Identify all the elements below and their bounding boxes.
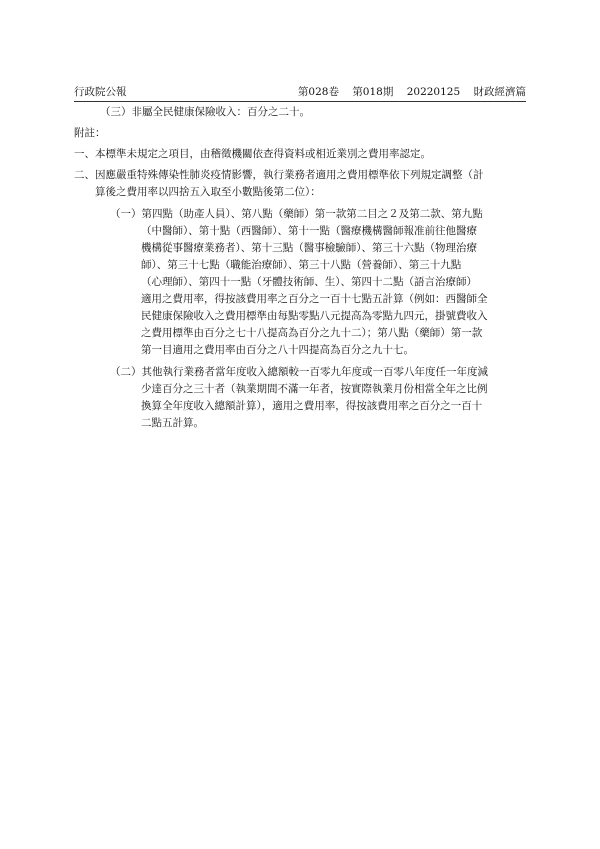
item-3-non-nhi-income: （三）非屬全民健康保險收入：百分之二十。	[100, 106, 310, 118]
subitem-1-line-1: （一）第四點（助產人員）、第八點（藥師）第一款第二目之２及第二款、第九點	[110, 208, 483, 220]
subitem-1-line-8: 之費用標準由百分之七十八提高為百分之九十二）；第八點（藥師）第一款	[141, 327, 483, 339]
note-2-line-2: 算後之費用率以四捨五入取至小數點後第二位）：	[95, 186, 321, 198]
page-header	[74, 85, 526, 102]
subitem-2-line-2: 少達百分之三十者（執業期間不滿一年者，按實際執業月份相當全年之比例	[141, 383, 488, 395]
subitem-1-line-7: 民健康保險收入之費用標準由每點零點八元提高為零點九四元，掛號費收入	[141, 310, 488, 322]
subitem-2-line-3: 換算全年度收入總額計算），適用之費用率，得按該費用率之百分之一百十	[141, 400, 483, 412]
note-2-line-1: 二、因應嚴重特殊傳染性肺炎疫情影響，執行業務者適用之費用標準依下列規定調整（計	[74, 169, 484, 181]
subitem-1-line-6: 適用之費用率，得按該費用率之百分之一百十七點五計算（例如：西醫師全	[141, 293, 488, 305]
note-1: 一、本標準未規定之項目，由稽徵機關依查得資料或相近業別之費用率認定。	[74, 148, 431, 160]
subitem-1-line-5: （心理師）、第四十一點（牙體技術師、生）、第四十二點（語言治療師）	[141, 276, 477, 288]
issue-info	[288, 85, 526, 99]
subitem-1-line-4: 師）、第三十七點（職能治療師）、第三十八點（營養師）、第三十九點	[141, 259, 462, 271]
publication-name: 行政院公報	[74, 86, 127, 98]
volume-number: 第028卷	[297, 86, 339, 98]
subitem-1-line-3: 機構從事醫療業務者）、第十三點（醫事檢驗師）、第三十六點（物理治療	[141, 242, 477, 254]
subitem-2-line-1: （二）其他執行業務者當年度收入總額較一百零九年度或一百零八年度任一年度減	[110, 366, 488, 378]
issue-number: 第018期	[352, 86, 394, 98]
subitem-1-line-2: （中醫師）、第十點（西醫師）、第十一點（醫療機構醫師報准前往他醫療	[141, 225, 477, 237]
subitem-1-line-9: 第一目適用之費用率由百分之八十四提高為百分之九十七。	[141, 344, 414, 356]
section-category: 財政經濟篇	[473, 86, 526, 98]
subitem-2-line-4: 二點五計算。	[141, 417, 204, 429]
notes-heading: 附註：	[74, 127, 106, 139]
issue-date: 20220125	[406, 86, 461, 98]
